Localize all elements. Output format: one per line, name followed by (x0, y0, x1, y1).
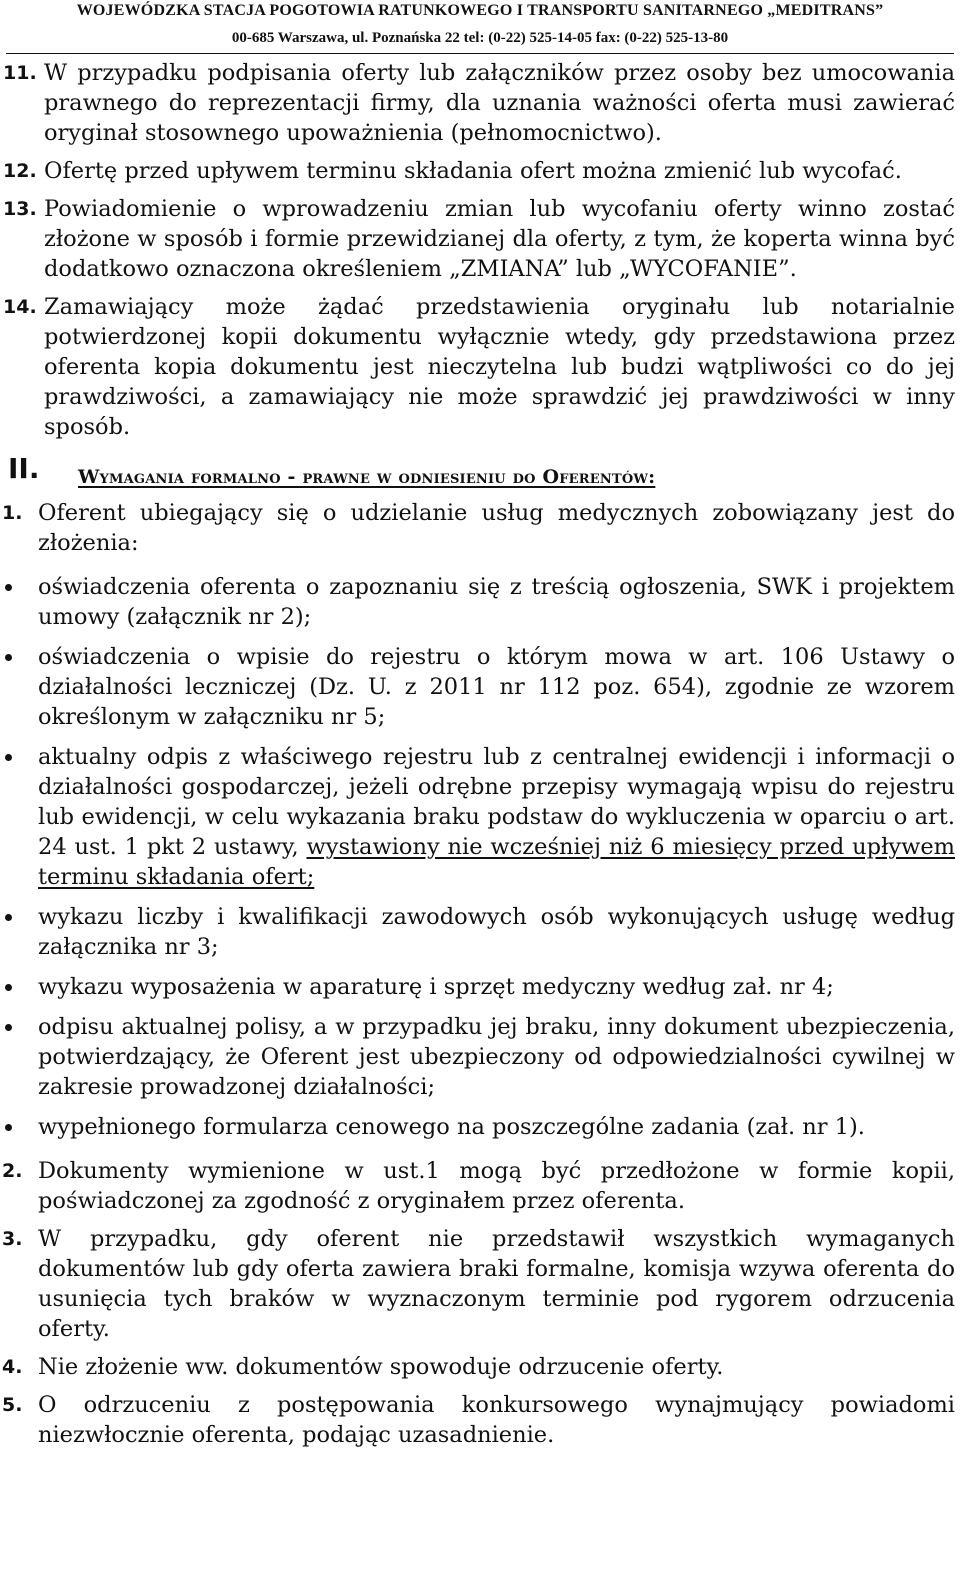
bullet-item (0, 1112, 960, 1142)
item-text: W przypadku podpisania oferty lub załączników przez osoby bez umocowania prawnego do reprezentacji firmy, dla uznania ważności oferta musi zawierać oryginał stosownego upoważnienia (pełnomocnictwo). (44, 60, 955, 146)
numbered-item-14 (0, 292, 960, 442)
bullet-text: wykazu wyposażenia w aparaturę i sprzęt medyczny według zał. nr 4; (38, 974, 834, 1000)
numbered-item-12 (0, 156, 960, 186)
bullet-text: aktualny odpis z właściwego rejestru lub z centralnej ewidencji i informacji o działalności gospodarczej, jeżeli odrębne przepisy wymagają wpisu do rejestru lub ewidencji, w celu wykazania braku podstaw do wykluczenia w oparciu o art. 24 ust. 1 pkt 2 ustawy, (38, 744, 955, 860)
item-text: Dokumenty wymienione w ust.1 mogą być przedłożone w formie kopii, poświadczonej za zgodność z oryginałem przez oferenta. (38, 1158, 955, 1214)
item-number: 14. (3, 296, 37, 318)
section-number: II. (8, 452, 40, 485)
bullet-underlined-text: wystawiony nie wcześniej niż 6 miesięcy przed upływem terminu składania ofert; (38, 834, 955, 890)
bullet-dot-icon (5, 754, 12, 761)
numbered-item-4 (0, 1352, 960, 1382)
item-number: 1. (2, 502, 23, 524)
numbered-item-2 (0, 1156, 960, 1216)
numbered-item-1 (0, 498, 960, 558)
section-content (0, 498, 960, 1450)
bullet-item (0, 1012, 960, 1102)
section-heading (0, 454, 960, 498)
item-text: Ofertę przed upływem terminu składania ofert można zmienić lub wycofać. (44, 158, 902, 184)
bullet-dot-icon (5, 584, 12, 591)
bullet-text: wypełnionego formularza cenowego na poszczególne zadania (zał. nr 1). (38, 1114, 865, 1140)
letterhead-organization: WOJEWÓDZKA STACJA POGOTOWIA RATUNKOWEGO I TRANSPORTU SANITARNEGO „MEDITRANS” (76, 2, 884, 19)
item-text: Oferent ubiegający się o udzielanie usług medycznych zobowiązany jest do złożenia: (38, 500, 955, 556)
bullet-item (0, 902, 960, 962)
bullet-dot-icon (5, 654, 12, 661)
bullet-item (0, 572, 960, 632)
item-number: 11. (3, 62, 37, 84)
bullet-text: oświadczenia o wpisie do rejestru o którym mowa w art. 106 Ustawy o działalności leczniczej (Dz. U. z 2011 nr 112 poz. 654), zgodnie ze wzorem określonym w załączniku nr 5; (38, 644, 955, 730)
letterhead-divider (6, 53, 954, 54)
bullet-dot-icon (5, 984, 12, 991)
letterhead (0, 0, 960, 56)
document-body (0, 58, 960, 1450)
bullet-item (0, 742, 960, 892)
item-text: O odrzuceniu z postępowania konkursowego wynajmujący powiadomi niezwłocznie oferenta, podając uzasadnienie. (38, 1392, 955, 1448)
item-number: 5. (2, 1394, 23, 1416)
item-text: W przypadku, gdy oferent nie przedstawił wszystkich wymaganych dokumentów lub gdy oferta zawiera braki formalne, komisja wzywa oferenta do usunięcia tych braków w wyznaczonym terminie pod rygorem odrzucenia oferty. (38, 1226, 955, 1342)
bullet-item (0, 972, 960, 1002)
bullet-dot-icon (5, 1124, 12, 1131)
section-title: Wymagania formalno - prawne w odniesieniu do Oferentów: (78, 466, 656, 488)
item-text: Zamawiający może żądać przedstawienia oryginału lub notarialnie potwierdzonej kopii dokumentu wyłącznie wtedy, gdy przedstawiona przez oferenta kopia dokumentu jest nieczytelna lub budzi wątpliwości co do jej prawdziwości, a zamawiający nie może sprawdzić jej prawdziwości w inny sposób. (44, 294, 955, 440)
numbered-item-5 (0, 1390, 960, 1450)
letterhead-address: 00-685 Warszawa, ul. Poznańska 22 tel: (0-22) 525-14-05 fax: (0-22) 525-13-80 (231, 30, 729, 46)
item-number: 12. (3, 160, 37, 182)
bullet-text: odpisu aktualnej polisy, a w przypadku jej braku, inny dokument ubezpieczenia, potwierdzający, że Oferent jest ubezpieczony od odpowiedzialności cywilnej w zakresie prowadzonej działalności; (38, 1014, 955, 1100)
bullet-dot-icon (5, 1024, 12, 1031)
bullet-text: oświadczenia oferenta o zapoznaniu się z treścią ogłoszenia, SWK i projektem umowy (załącznik nr 2); (38, 574, 955, 630)
bullet-dot-icon (5, 914, 12, 921)
item-text: Powiadomienie o wprowadzeniu zmian lub wycofaniu oferty winno zostać złożone w sposób i formie przewidzianej dla oferty, z tym, że koperta winna być dodatkowo oznaczona określeniem „ZMIANA” lub „WYCOFANIE”. (44, 196, 955, 282)
numbered-item-3 (0, 1224, 960, 1344)
item-text: Nie złożenie ww. dokumentów spowoduje odrzucenie oferty. (38, 1354, 724, 1380)
numbered-item-13 (0, 194, 960, 284)
bullet-text: wykazu liczby i kwalifikacji zawodowych osób wykonujących usługę według załącznika nr 3; (38, 904, 955, 960)
item-number: 3. (2, 1228, 23, 1250)
item-number: 2. (2, 1160, 23, 1182)
item-number: 4. (2, 1356, 23, 1378)
numbered-item-11 (0, 58, 960, 148)
item-number: 13. (3, 198, 37, 220)
bullet-item (0, 642, 960, 732)
